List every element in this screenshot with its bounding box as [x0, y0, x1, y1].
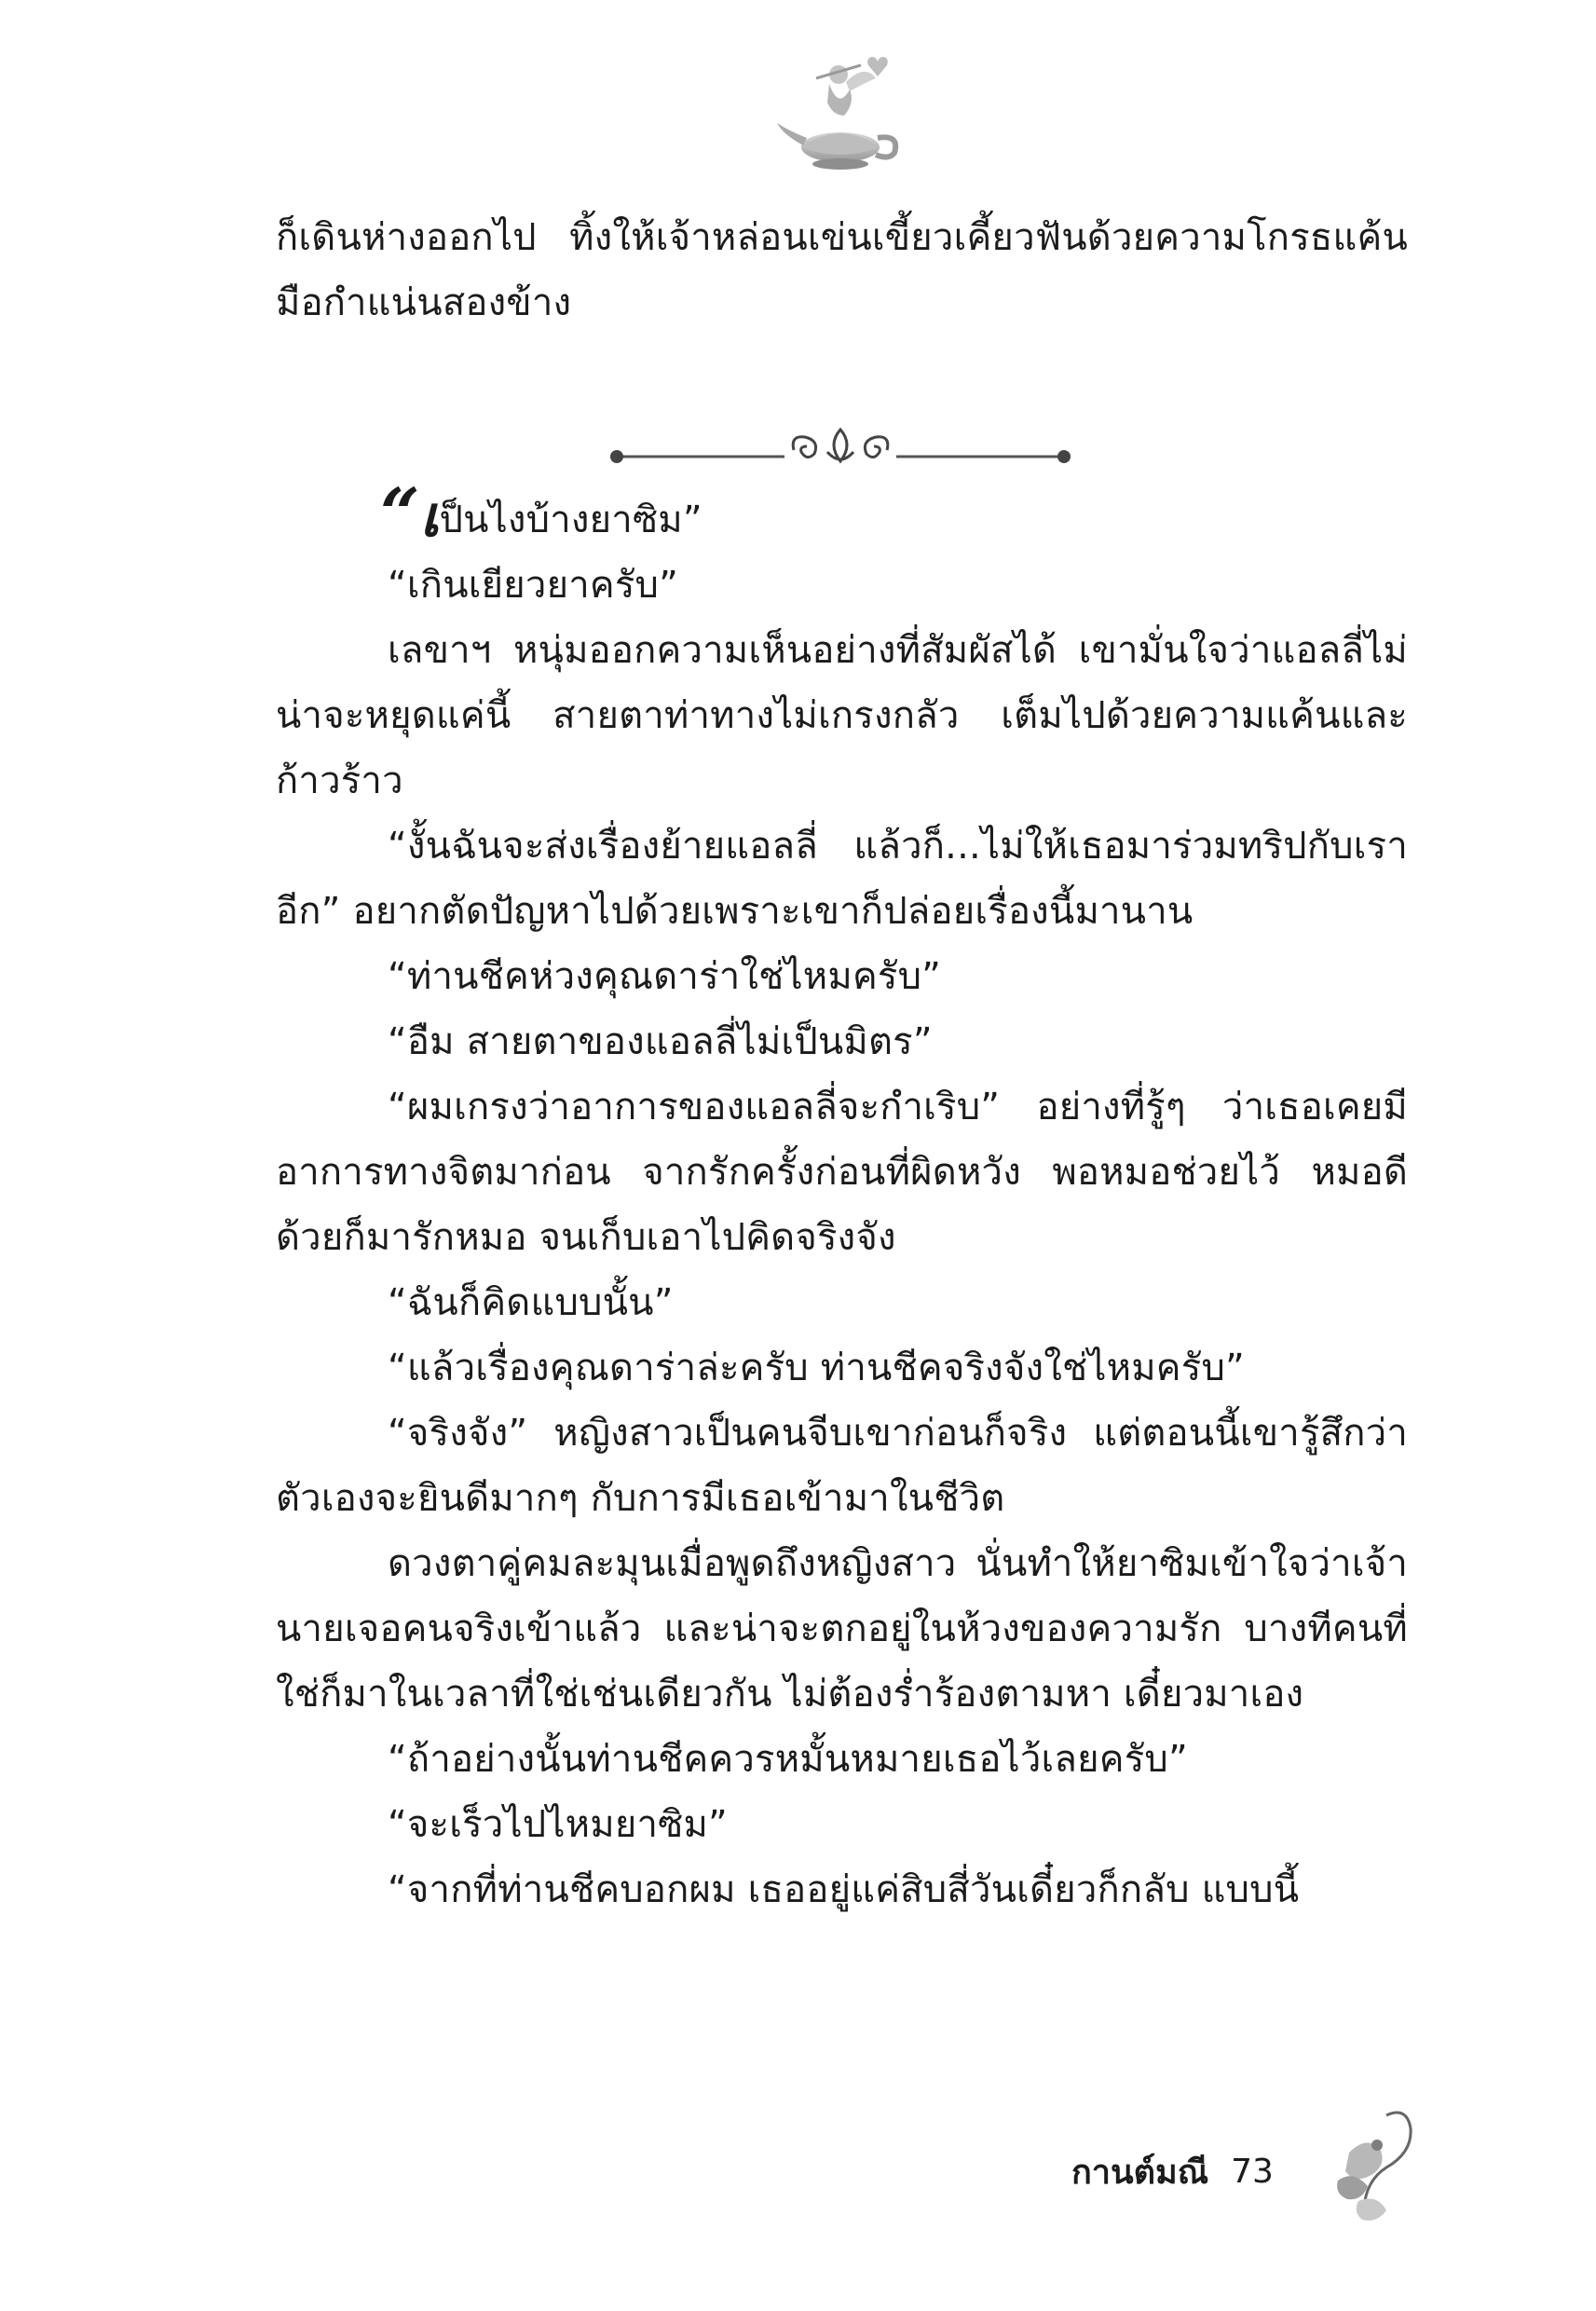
- paragraph: “ผมเกรงว่าอาการของแอลลี่จะกำเริบ” อย่างที่รู้ๆ ว่าเธอเคยมีอาการทางจิตมาก่อน จากรักครั้งก่อนที่ผิดหวัง พอหมอช่วยไว้ หมอดีด้วยก็มารักหมอ จนเก็บเอาไปคิดจริงจัง: [276, 1086, 1408, 1259]
- ornamental-scroll-divider-icon: [607, 424, 1073, 489]
- page-number: 73: [1231, 2152, 1274, 2191]
- paragraph: “งั้นฉันจะส่งเรื่องย้ายแอลลี่ แล้วก็...ไม่ให้เธอมาร่วมทริปกับเราอีก” อยากตัดปัญหาไปด้วยเพราะเขาก็ปล่อยเรื่องนี้มานาน: [276, 825, 1408, 933]
- paragraph: “จะเร็วไปไหมยาซิม”: [388, 1803, 728, 1846]
- paragraph: “จากที่ท่านชีคบอกผม เธออยู่แค่สิบสี่วันเดี๋ยวก็กลับ แบบนี้: [388, 1868, 1300, 1911]
- paragraph: “อืม สายตาของแอลลี่ไม่เป็นมิตร”: [388, 1020, 933, 1063]
- paragraph: “จริงจัง” หญิงสาวเป็นคนจีบเขาก่อนก็จริง แต่ตอนนี้เขารู้สึกว่าตัวเองจะยินดีมากๆ กับการมีเธอเข้ามาในชีวิต: [276, 1412, 1408, 1520]
- paragraph: “ถ้าอย่างนั้นท่านชีคควรหมั้นหมายเธอไว้เลยครับ”: [388, 1738, 1188, 1781]
- paragraph: เลขาฯ หนุ่มออกความเห็นอย่างที่สัมผัสได้ เขามั่นใจว่าแอลลี่ไม่น่าจะหยุดแค่นี้ สายตาท่าทางไม่เกรงกลัว เต็มไปด้วยความแค้นและก้าวร้าว: [276, 629, 1408, 802]
- book-title: กานต์มณี: [1071, 2153, 1209, 2192]
- cupid-flourish-icon: [1321, 2097, 1424, 2236]
- top-paragraph-block: [276, 205, 1408, 335]
- opening-line: [276, 474, 1408, 554]
- paragraph: “เกินเยียวยาครับ”: [388, 564, 679, 607]
- page-footer: [1071, 2139, 1274, 2204]
- paragraph: “ท่านชีคห่วงคุณดาร่าใช่ไหมครับ”: [388, 955, 942, 998]
- drop-cap-letter: เ: [419, 485, 440, 550]
- drop-cap-quote: “: [380, 474, 420, 554]
- paragraph: ก็เดินห่างออกไป ทิ้งให้เจ้าหล่อนเข่นเขี้ยวเคี้ยวฟันด้วยความโกรธแค้น มือกำแน่นสองข้าง: [276, 216, 1408, 324]
- paragraph: ดวงตาคู่คมละมุนเมื่อพูดถึงหญิงสาว นั่นทำให้ยาซิมเข้าใจว่าเจ้านายเจอคนจริงเข้าแล้ว และน่าจะตกอยู่ในห้วงของความรัก บางทีคนที่ใช่ก็มาในเวลาที่ใช่เช่นเดียวกัน ไม่ต้องร่ำร้องตามหา เดี๋ยวมาเอง: [276, 1542, 1408, 1716]
- paragraph: “แล้วเรื่องคุณดาร่าล่ะครับ ท่านชีคจริงจังใช่ไหมครับ”: [388, 1347, 1245, 1389]
- teapot-cupid-emblem-icon: [764, 37, 913, 186]
- paragraph: “ฉันก็คิดแบบนั้น”: [388, 1281, 674, 1324]
- main-text-block: [276, 474, 1408, 1922]
- opening-rest: ป็นไงบ้างยาซิม”: [439, 499, 703, 541]
